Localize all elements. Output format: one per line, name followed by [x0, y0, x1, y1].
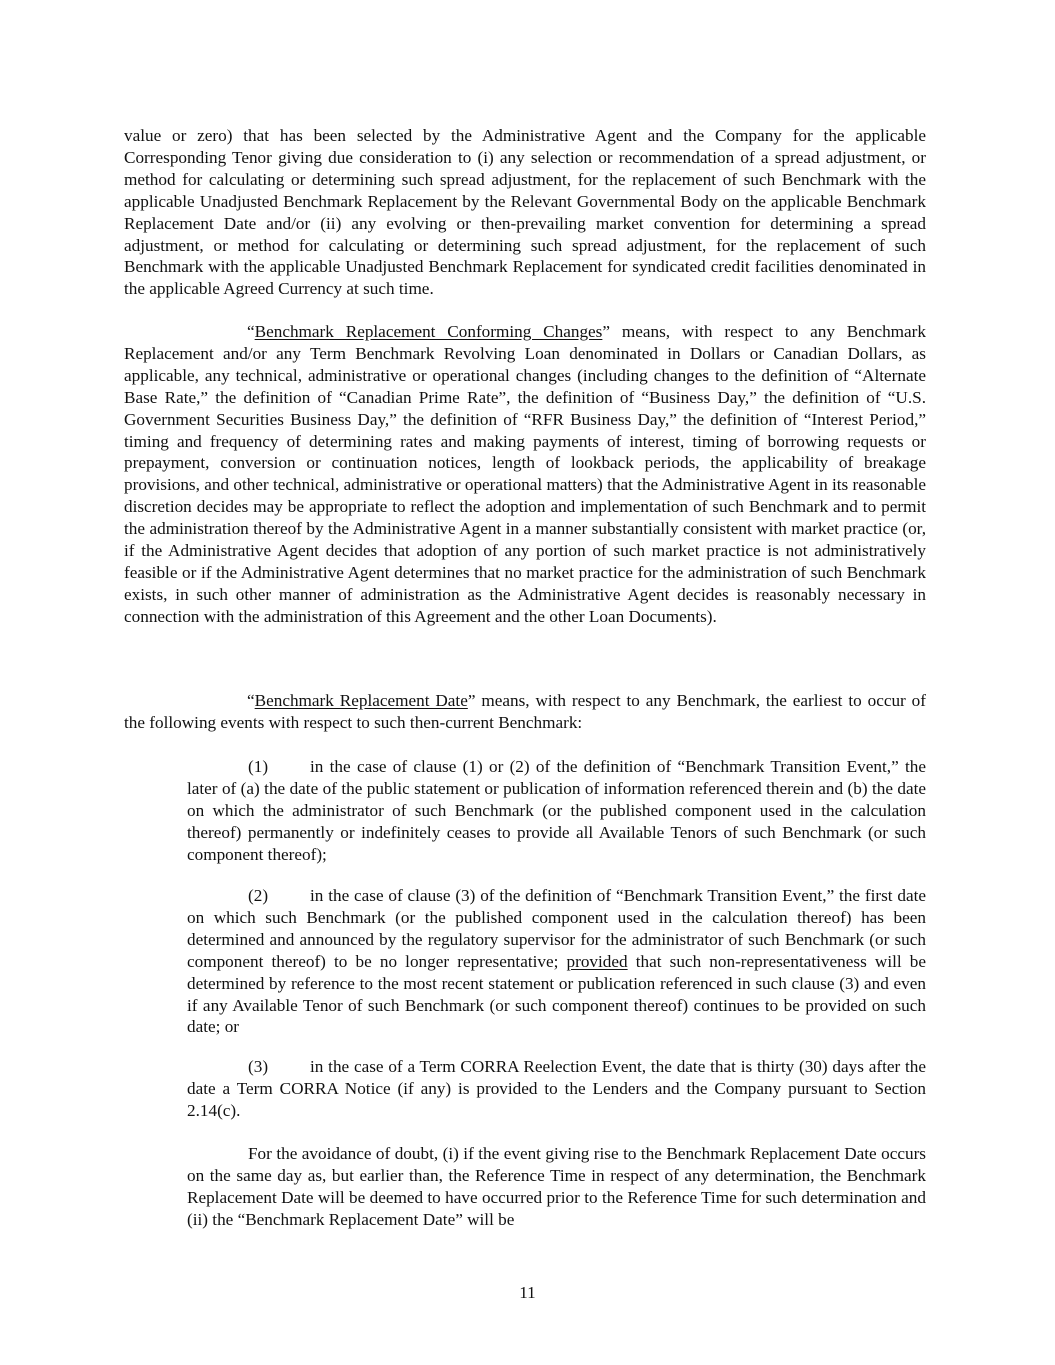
- defined-term: Benchmark Replacement Date: [254, 691, 468, 710]
- list-item-3: [187, 1056, 926, 1122]
- definition-benchmark-replacement-conforming-changes: [124, 321, 926, 628]
- item-text: in the case of clause (1) or (2) of the definition of “Benchmark Transition Event,” the later of (a) the date of the public statement or publication of information referenced therein and (b) the date on which the administrator of such Benchmark (or the published component used in the calculation thereof) permanently or indefinitely ceases to provide all Available Tenors of such Benchmark (or such component thereof);: [187, 757, 926, 864]
- definition-text: ” means, with respect to any Benchmark Replacement and/or any Term Benchmark Revolving Loan denominated in Dollars or Canadian Dollars, as applicable, any technical, administrative or operational changes (including changes to the definition of “Alternate Base Rate,” the definition of “Canadian Prime Rate”, the definition of “Business Day,” the definition of “U.S. Government Securities Business Day,” the definition of “RFR Business Day,” the definition of “Interest Period,” timing and frequency of determining rates and making payments of interest, timing of borrowing requests or prepayment, conversion or continuation notices, length of lookback periods, the applicability of breakage provisions, and other technical, administrative or operational matters) that the Administrative Agent in its reasonable discretion decides may be appropriate to reflect the adoption and implementation of such Benchmark and to permit the administration thereof by the Administrative Agent in a manner substantially consistent with market practice (or, if the Administrative Agent decides that adoption of any portion of such market practice is not administratively feasible or if the Administrative Agent determines that no market practice for the administration of such Benchmark exists, in such other manner of administration as the Administrative Agent decides is reasonably necessary in connection with the administration of this Agreement and the other Loan Documents).: [124, 322, 926, 626]
- item-number: (3): [248, 1057, 269, 1076]
- list-item-1: [187, 756, 926, 866]
- paragraph-text: For the avoidance of doubt, (i) if the event giving rise to the Benchmark Replacement Date occurs on the same day as, but earlier than, the Reference Time in respect of any determination, the Benchmark Replacement Date will be deemed to have occurred prior to the Reference Time for such determination and (ii) the “Benchmark Replacement Date” will be: [187, 1144, 926, 1229]
- paragraph-text: value or zero) that has been selected by the Administrative Agent and the Company for the applicable Corresponding Tenor giving due consideration to (i) any selection or recommendation of a spread adjustment, or method for calculating or determining such spread adjustment, for the replacement of such Benchmark with the applicable Unadjusted Benchmark Replacement by the Relevant Governmental Body on the applicable Benchmark Replacement Date and/or (ii) any evolving or then-prevailing market convention for determining a spread adjustment, or method for calculating or determining such spread adjustment, for the replacement of such Benchmark with the applicable Unadjusted Benchmark Replacement for syndicated credit facilities denominated in the applicable Agreed Currency at such time.: [124, 126, 926, 299]
- open-quote: “: [247, 691, 255, 710]
- definition-text: ” means, with respect to any Benchmark, the earliest to occur of the following events with respect to such then-current Benchmark:: [124, 691, 926, 732]
- open-quote: “: [247, 322, 255, 341]
- item-text: in the case of clause (3) of the definition of “Benchmark Transition Event,” the first date on which such Benchmark (or the published component used in the calculation thereof) has been determined and announced by the regulatory supervisor for the administrator of such Benchmark (or such component thereof) to be no longer representative;: [187, 886, 926, 971]
- item-number: (2): [248, 886, 269, 905]
- item-text-continued: that such non-representativeness will be determined by reference to the most recent statement or publication referenced in such clause (3) and even if any Available Tenor of such Benchmark (or such component thereof) continues to be provided on such date; or: [187, 951, 926, 1037]
- paragraph-avoidance-of-doubt: [187, 1143, 926, 1231]
- list-item-2: [187, 885, 926, 1038]
- defined-term: Benchmark Replacement Conforming Changes: [254, 322, 603, 341]
- item-text: in the case of a Term CORRA Reelection Event, the date that is thirty (30) days after the date a Term CORRA Notice (if any) is provided to the Lenders and the Company pursuant to Section 2.14(c).: [187, 1057, 926, 1120]
- definition-benchmark-replacement-date: [124, 690, 926, 734]
- page-number: 11: [519, 1283, 536, 1302]
- item-number: (1): [248, 757, 269, 776]
- paragraph-spread-adjustment-continuation: [124, 125, 926, 300]
- underlined-proviso: provided: [566, 951, 628, 971]
